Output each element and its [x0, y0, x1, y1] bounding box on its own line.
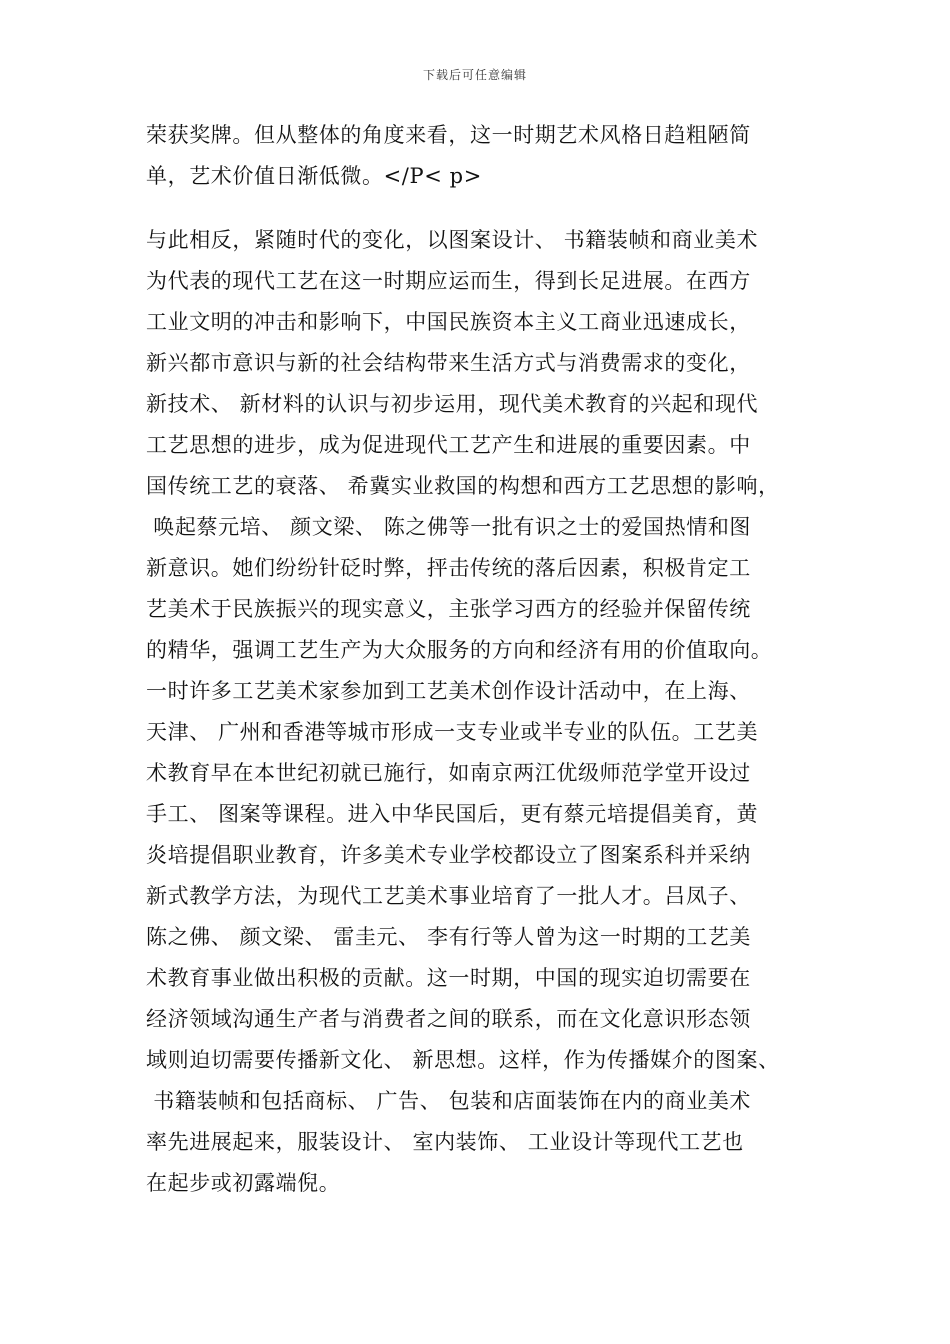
text-line: 经济领域沟通生产者与消费者之间的联系，而在文化意识形态领: [146, 1007, 751, 1031]
text-line: 炎培提倡职业教育，许多美术专业学校都设立了图案系科并采纳: [146, 843, 751, 867]
text-line: 术教育早在本世纪初就已施行，如南京两江优级师范学堂开设过: [146, 761, 751, 785]
text-line: 新技术、 新材料的认识与初步运用，现代美术教育的兴起和现代: [146, 392, 759, 416]
text-line: 单，艺术价值日渐低微。</P< p>: [146, 164, 482, 188]
text-line: 术教育事业做出积极的贡献。这一时期，中国的现实迫切需要在: [146, 966, 751, 990]
text-line: 书籍装帧和包括商标、 广告、 包装和店面装饰在内的商业美术: [146, 1089, 752, 1113]
text-line: 荣获奖牌。但从整体的角度来看，这一时期艺术风格日趋粗陋简: [146, 123, 751, 147]
text-line: 率先进展起来，服装设计、 室内装饰、 工业设计等现代工艺也: [146, 1130, 744, 1154]
paragraph-1: [146, 115, 836, 197]
text-line: 在起步或初露端倪。: [146, 1171, 341, 1195]
text-line: 陈之佛、 颜文梁、 雷圭元、 李有行等人曾为这一时期的工艺美: [146, 925, 752, 949]
text-line: 的精华，强调工艺生产为大众服务的方向和经济有用的价值取向。: [146, 638, 773, 662]
text-line: 唤起蔡元培、 颜文梁、 陈之佛等一批有识之士的爱国热情和图: [146, 515, 752, 539]
text-line: 域则迫切需要传播新文化、 新思想。这样，作为传播媒介的图案、: [146, 1048, 780, 1072]
text-line: 新兴都市意识与新的社会结构带来生活方式与消费需求的变化，: [146, 351, 751, 375]
text-line: 一时许多工艺美术家参加到工艺美术创作设计活动中，在上海、: [146, 679, 751, 703]
text-line: 与此相反，紧随时代的变化，以图案设计、 书籍装帧和商业美术: [146, 228, 759, 252]
text-line: 手工、 图案等课程。进入中华民国后，更有蔡元培提倡美育，黄: [146, 802, 759, 826]
page-header: 下载后可任意编辑: [422, 68, 527, 82]
text-line: 工业文明的冲击和影响下，中国民族资本主义工商业迅速成长，: [146, 310, 751, 334]
text-line: 艺美术于民族振兴的现实意义，主张学习西方的经验并保留传统: [146, 597, 751, 621]
text-line: 国传统工艺的衰落、 希冀实业救国的构想和西方工艺思想的影响，: [146, 474, 780, 498]
text-line: 为代表的现代工艺在这一时期应运而生，得到长足进展。在西方: [146, 269, 751, 293]
text-line: 天津、 广州和香港等城市形成一支专业或半专业的队伍。工艺美: [146, 720, 759, 744]
paragraph-2: [146, 220, 836, 1204]
text-line: 新式教学方法，为现代工艺美术事业培育了一批人才。吕凤子、: [146, 884, 751, 908]
text-line: 工艺思想的进步，成为促进现代工艺产生和进展的重要因素。中: [146, 433, 751, 457]
text-line: 新意识。她们纷纷针砭时弊，抨击传统的落后因素，积极肯定工: [146, 556, 751, 580]
